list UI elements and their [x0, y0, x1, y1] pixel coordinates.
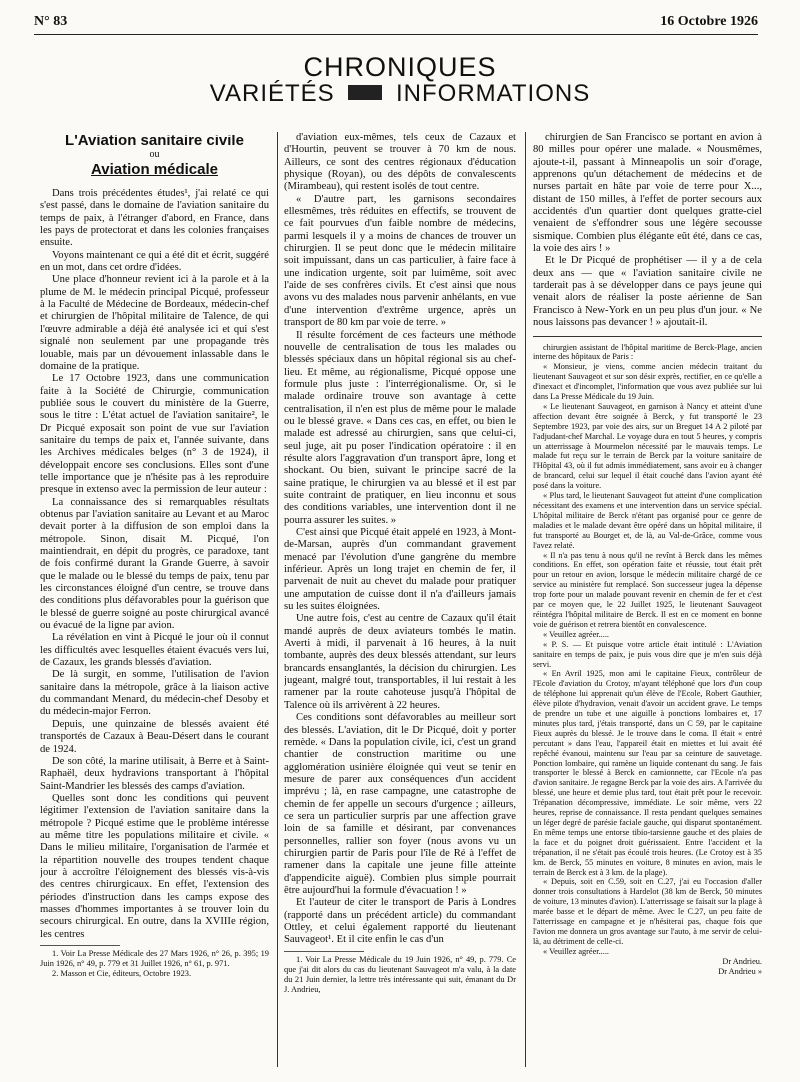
letter-paragraph: « Depuis, soit en C.59, soit en C.27, j'ai eu l'occasion d'aller donner trois consultations à Hardelot (38 km de Berck, 50 minutes de voiture, 13 minutes d'avion). L'atterrissage se faisait sur la plage à marée basse et le départ de même. Avec le C.27, un peu faite de l'atterrissage en campagne et je n'hésiterai pas, chaque fois que l'avion me donnera un gros avantage sur l'auto, à me servir de celui-là, au détriment de celle-ci. — [533, 877, 762, 946]
paragraph: Une autre fois, c'est au centre de Cazaux qu'il était mandé auprès de deux aviateurs tombés le matin. Averti à midi, il parvenait à 16 heures, à la nuit tombante, auprès des deux blessés attendant, sur leurs brancards ensanglantés, la décision du chirurgien. Les jugeant, malgré tout, transportables, il lui restait à les ramener par la route cahoteuse jusqu'à l'hôpital de Talence où ils arrivèrent à 22 heures. — [284, 613, 516, 711]
column-1-body — [40, 188, 269, 941]
letter-paragraph: « Le lieutenant Sauvageot, en garnison à Nancy et atteint d'une affection devant être soignée à Berck, y fut transporté le 23 Septembre 1923, par voie des airs, sur un Breguet 14 A 2 piloté par l'adjudant-chef Marchal. Le voyage dura en tout 5 heures, y compris un atterrissage à Mourmelon nécessité par le mauvais temps. Le malade fut reçu sur le terrain de Berck par la voiture sanitaire de l'Hôpital 43, où il fut admis immédiatement, sans avoir eu à changer de brancard, celui sur lequel il était couché dans l'avion ayant été posé dans la voiture. — [533, 401, 762, 491]
column-2-body — [284, 132, 516, 947]
paragraph: Quelles sont donc les conditions qui peuvent légitimer l'extension de l'aviation sanitaire dans la métropole ? Picqué estime que le problème intéresse au même titre les populations militaire et civile. « Dans le milieu militaire, l'organisation de l'armée et la répartition nouvelle des troupes tendent chaque jour à accroître l'éloignement des blessés vis-à-vis des centres chirurgicaux. En effet, l'extension des périodes d'instruction dans les camps expose des masses d'hommes importantes à se trouver loin du secours chirurgical. En outre, dans la XVIIIe région, les centres — [40, 792, 269, 940]
letter-paragraph: « En Avril 1925, mon ami le capitaine Fieux, contrôleur de l'Ecole d'aviation du Crotoy, m'ayant téléphoné que lors d'un coup de téléphone lui apprenait qu'un élève de l'Ecole, Robert Gauthier, élève pilote d'hydravion, venait d'avoir un accident grave. Le temps de prendre un tube et une aiguille à ponctions lombaires et, 17 minutes plus tard, j'étais transporté, dans un C 59, par le capitaine Fieux auprès du blessé. Je le trouve dans le coma. Il était « entré percutant » dans l'eau, l'appareil était en miettes et lui avait été repêché évanoui, maintenu sur l'eau par sa ceinture de sauvetage. Ponction lombaire, qui ramène un liquide contenant du sang. Je fais transporter le blessé à Berck en camionnette, car l'Ecole n'a pas d'avion sanitaire. Je regagne Berck par la voie des airs. A l'arrivée du blessé, une heure et demie plus tard, tout était prêt pour le recevoir. Trépanation décompressive, immédiate. Le soir même, vers 22 heures, reprise de connaissance. Il resta pendant quelques semaines un léger degré de parésie faciale gauche, qui disparut spontanément. En même temps une entorse tibio-tarsienne gauche et des plaies de la face et du poignet droit guérissaient. Entre l'accident et la trépanation, il ne s'était pas écoulé trois heures. (Le Crotoy est à 35 km. de Berck, 55 minutes en voiture, 8 minutes en avion, mais le terrain de Berck est à 3 km. de la plage). — [533, 669, 762, 877]
paragraph: La connaissance des si remarquables résultats obtenus par l'aviation sanitaire au Levant et au Maroc devait porter à la diffusion de son emploi dans la métropole. Sinon, disait M. Picqué, l'on maintiendrait, en dépit du progrès, ce paradoxe, tant de fois confirmé durant la Grande Guerre, à savoir que le malade ou le blessé du temps de paix, tenu par les circonstances éloigné d'un centre, se trouve dans des conditions plus défavorables pour la guérison que le blessé de guerre soigné au poste chirurgical avancé ou évacué de la ligne par avion. — [40, 496, 269, 632]
paragraph: C'est ainsi que Picqué était appelé en 1923, à Mont-de-Marsan, auprès d'un commandant gravement menacé par l'évolution d'une gangrène du membre inférieur. Après un long trajet en chemin de fer, il parvenait de nuit au chevet du malade pour pratiquer une amputation de cuisse dont il n'a d'ailleurs jamais su les suites éloignées. — [284, 527, 516, 613]
letter-paragraph: « Plus tard, le lieutenant Sauvageot fut atteint d'une complication nécessitant des examens et une intervention dans un service spécial. L'hôpital militaire de Berck n'étant pas organisé pour ce genre de maladies et le malade devant être opéré dans un hôpital militaire, il fut transporté au Bourget et, de là, au Val-de-Grâce, comme vous l'avez relaté. — [533, 491, 762, 550]
paragraph: Et l'auteur de citer le transport de Paris à Londres (rapporté dans un précédent article) du commandant Ottley, et celui également rapporté du lieutenant Sauvageot¹. Et il cite enfin le cas d'un — [284, 897, 516, 946]
column-3 — [533, 132, 762, 1082]
paragraph: Le 17 Octobre 1923, dans une communication faite à la Société de Chirurgie, communication publiée sous le couvert du ministère de la Guerre, sous le titre : L'état actuel de l'aviation sanitaire², le Dr Picqué exposait son point de vue sur l'aviation sanitaire du temps de paix et, l'année suivante, dans les Archives médicales belges (n° 3 de 1924), il développait encore ses conclusions. Elles sont d'une telle importance que je n'hésite pas à les reproduire presque in extenso avec la permission de leur auteur : — [40, 373, 269, 496]
letter-paragraph: chirurgien assistant de l'hôpital maritime de Berck-Plage, ancien interne des hôpitaux de Paris : — [533, 342, 762, 362]
column-1 — [40, 135, 269, 1052]
footnote: 1. Voir La Presse Médicale des 27 Mars 1926, n° 26, p. 395; 19 Juin 1926, n° 49, p. 779 et 31 Juillet 1926, n° 61, p. 971. — [40, 949, 269, 968]
paragraph: Dans trois précédentes études¹, j'ai relaté ce qui s'est passé, dans le domaine de l'aviation sanitaire du temps de paix, à l'étranger d'abord, en France, dans les pays de protectorat et dans les colonies françaises ensuite. — [40, 188, 269, 249]
letter-paragraph: « Il n'a pas tenu à nous qu'il ne revînt à Berck dans les mêmes conditions. En effet, son opération faite et réussie, tout était prêt pour un retour en avion, lorsque le médecin militaire chargé de ce service au ministère fut remplacé. Son successeur jugea la dépense trop forte pour un malade pouvant revenir en chemin de fer et c'est par ce moyen que, le 22 Juillet 1925, le lieutenant Sauvageot réintégra l'hôpital militaire de Berck. Il est en ce moment en bonne voie de guérison et retrera bientôt en convalescence. — [533, 550, 762, 629]
column-divider — [525, 132, 526, 1067]
paragraph: d'aviation eux-mêmes, tels ceux de Cazaux et d'Hourtin, peuvent se trouver à 70 km de nous. Ailleurs, ce sont des centres régionaux d'éducation physique (Royan), ou des dépôts de convalescents (Mirambeau), qui restent isolés de tout centre. — [284, 132, 516, 193]
masthead-ornament — [348, 85, 382, 100]
column-3-letter — [533, 343, 762, 957]
letter-paragraph: « P. S. — Et puisque votre article était intitulé : L'Aviation sanitaire en temps de paix, je puis vous dire que je m'en suis déjà servi. — [533, 639, 762, 669]
issue-number: N° 83 — [34, 14, 68, 29]
paragraph: « D'autre part, les garnisons secondaires ellesmêmes, très réduites en effectifs, se trouvent de ce fait pourvues d'un faible nombre de médecins, parmi lesquels il y a moins de chances de trouver un chirurgien. Il se peut donc que le médecin militaire soit impuissant, dans un cas particulier, à faire face à une indication urgente, soit par luimême, soit avec l'aide de ses confrères civils. Et c'est ainsi que nous avons vu des malades nous parvenir anhélants, en vue d'une intervention d'extrême urgence, après un transport de 80 km par voie de terre. » — [284, 193, 516, 329]
article-subtitle: Aviation médicale — [91, 160, 218, 178]
letter-rule — [533, 336, 762, 337]
paragraph: chirurgien de San Francisco se portant en avion à 80 milles pour opérer une malade. « Nousmêmes, ajoute-t-il, passant à Minneapolis un soir d'orage, apprenons qu'un détachement de médecins et de nurses partait en hâte par voie de terre pour X..., distant de 150 milles, à l'effet de porter secours aux accidentés d'un quartier dont quelques gratte-ciel venaient de s'effondrer sous une légère secousse sismique. Combien plus élégante eût été, dans ce cas, la voie des airs ! » — [533, 132, 762, 255]
masthead-chroniques: CHRONIQUES — [303, 52, 497, 82]
paragraph: La révélation en vint à Picqué le jour où il connut les difficultés avec lesquelles étaient évacués vers lui, de Cazaux, les grands blessés d'aviation. — [40, 632, 269, 669]
header-rule — [34, 34, 758, 35]
article-title-conj: ou — [149, 149, 160, 161]
paragraph: De là surgit, en somme, l'utilisation de l'avion sanitaire dans la métropole, grâce à la liaison active du commandant Menard, du médecin-chef Desoby et du médecin-major Ferron. — [40, 669, 269, 718]
column-divider — [277, 132, 278, 1067]
letter-paragraph: « Veuillez agréer..... — [543, 629, 609, 639]
paragraph: Voyons maintenant ce qui a été dit et écrit, suggéré en un mot, dans cet ordre d'idées. — [40, 249, 269, 274]
paragraph: De son côté, la marine utilisait, à Berre et à Saint-Raphaël, deux hydravions transportant à l'hôpital Saint-Mandrier les blessés des camps d'aviation. — [40, 755, 269, 792]
column-3-body — [533, 132, 762, 330]
masthead-subtitle — [0, 80, 800, 108]
column-2-footnote: 1. Voir La Presse Médicale du 19 Juin 1926, n° 49, p. 779. Ce que j'ai dit alors du cas du lieutenant Sauvageot m'a valu, à la date du 21 Juin dernier, la lettre très intéressante qui suit, émanant du Dr J. Andrieu, — [284, 954, 516, 994]
masthead-varietes: VARIÉTÉS — [209, 80, 335, 107]
paragraph: Et le Dr Picqué de prophétiser — il y a de cela deux ans — que « l'aviation sanitaire civile ne tarderait pas à se développer dans ce pays jeune qui venait alors de réaliser la poste aérienne de San Francisco à New-York en un peu plus d'un jour. « Ne nous laissons pas devancer ! » ajoutait-il. — [533, 255, 762, 329]
footnote-rule — [284, 951, 364, 952]
letter-paragraph: « Monsieur, je viens, comme ancien médecin traitant du lieutenant Sauvageot et sur son désir exprès, rectifier, en ce qu'elle a d'inexact et d'incomplet, l'information que vous avez publiée sur lui dans La Presse Médicale du 19 Juin. — [533, 362, 762, 402]
column-2 — [284, 132, 516, 1082]
article-title: L'Aviation sanitaire civile — [65, 135, 244, 149]
column-1-footnotes — [40, 949, 269, 979]
paragraph: Une place d'honneur revient ici à la parole et à la plume de M. le médecin principal Picqué, professeur à la Faculté de Médecine de Bordeaux, médecin-chef et chirurgien de l'hôpital militaire de Talence, de qui l'œuvre admirable a déjà été analysée ici et qui s'est signalé non seulement par une propagande très louable, mais par un dévouement inlassable dans le domaine de la pratique. — [40, 274, 269, 372]
footnote-rule — [40, 945, 120, 946]
letter-paragraph: « Veuillez agréer..... — [543, 946, 609, 956]
paragraph: Ces conditions sont défavorables au meilleur sort des blessés. L'aviation, dit le Dr Picqué, doit y porter remède. « Dans la population civile, ici, c'est un grand chantier de construction maritime ou une agglomération usinière éloignée qui veut se tenir en mesure de parer aux conséquences d'un accident imprévu ; là, en rase campagne, une catastrophe de chemin de fer appelle un secours d'urgence ; ailleurs, ce sera un particulier surpris par une affection grave loin de sa famille et désirant, par convenances personnelles, rallier son foyer (nous avons vu un chirurgien partir de Paris pour l'île de Ré à l'effet de ramener dans la capitale une jeune fille atteinte d'appendicite aiguë). Combien plus simple pourrait être aujourd'hui la formule d'évacuation ! » — [284, 712, 516, 896]
signature-2: Dr Andrieu » — [718, 966, 762, 976]
issue-date: 16 Octobre 1926 — [660, 14, 758, 29]
masthead-informations: INFORMATIONS — [396, 80, 591, 107]
footnote: 2. Masson et Cie, éditeurs, Octobre 1923. — [52, 969, 192, 978]
paragraph: Il résulte forcément de ces facteurs une méthode nouvelle de centralisation de tous les malades ou blessés spéciaux dans un hôpital régional sis au chef-lieu. Et même, au régionalisme, Picqué oppose une formule plus juste : l'interrégionalisme. Or, si le malade ordinaire trouve son avantage à cette centralisation, il n'en est plus de même pour le malade ou le blessé grave. « Dans ces cas, en effet, ou bien le malade est adressé au chirurgien, sans que celui-ci, seul juge, ait pu poser l'indication opératoire : il en résulte alors l'aggravation d'un transport âpre, long et shockant. Ou bien, suivant le principe sacré de la saine pratique, le chirurgien va au blessé et il est par suite contraint de pratiquer, en lieu inconnu et sous des conditions variables, une intervention dont il ne pourra assurer les suites. » — [284, 329, 516, 526]
signature-1: Dr Andrieu. — [722, 956, 762, 966]
paragraph: Depuis, une quinzaine de blessés avaient été transportés de Cazaux à Beau-Désert dans le courant de 1924. — [40, 718, 269, 755]
